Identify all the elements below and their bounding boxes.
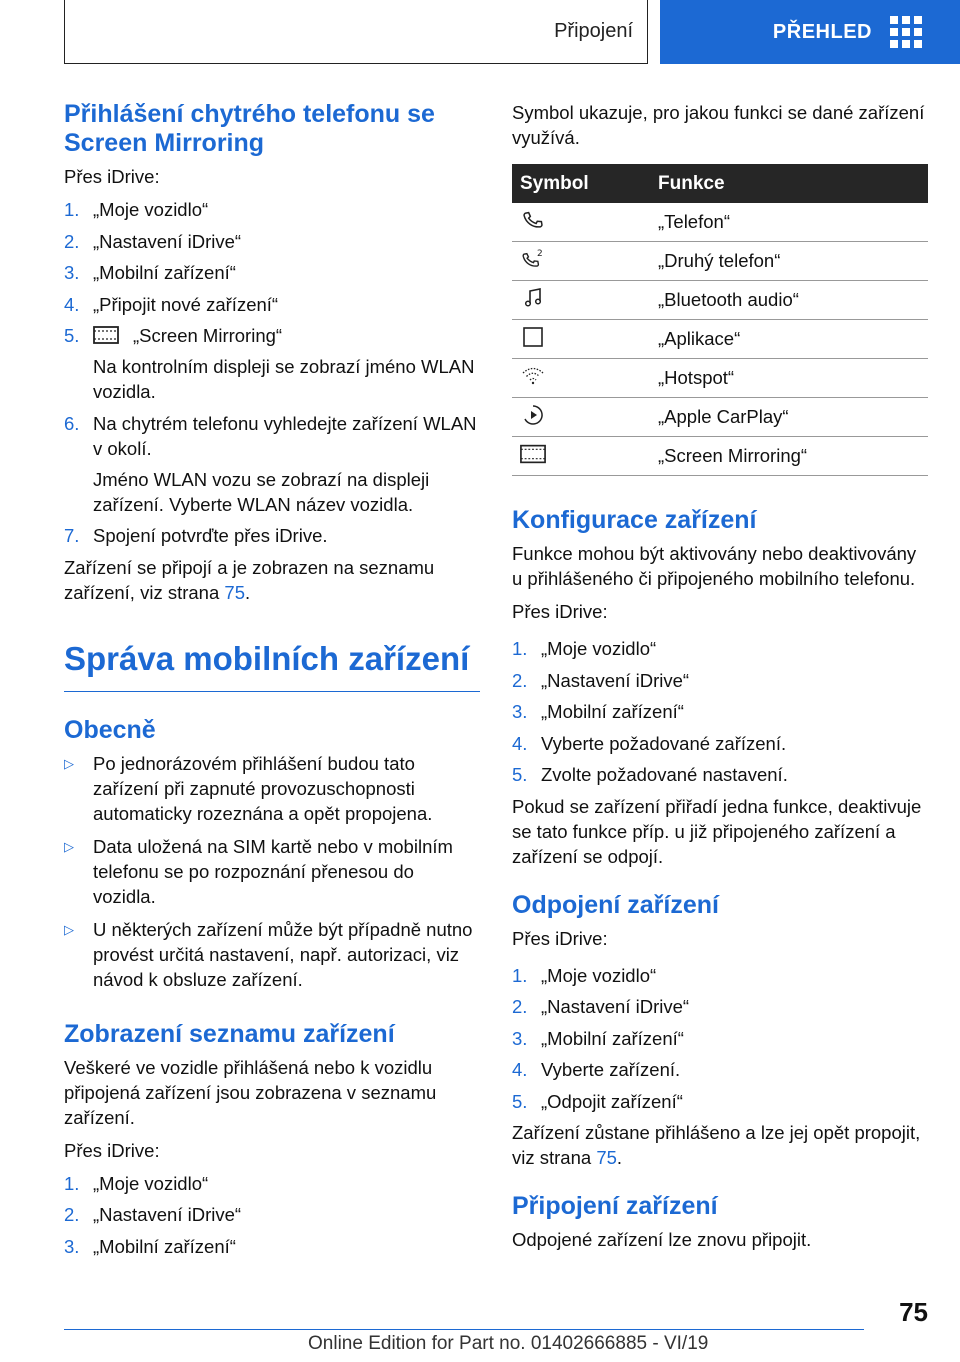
phone-icon — [520, 209, 546, 231]
list-item: 3. „Mobilní zařízení“ — [512, 701, 684, 722]
general-bullets — [64, 751, 480, 992]
symbol-table — [512, 164, 928, 476]
paragraph: Odpojené zařízení lze znovu připojit. — [512, 1229, 812, 1250]
triangle-icon: ▷ — [64, 921, 74, 937]
paragraph: Zařízení zůstane přihlášeno a lze jej opět propojit, viz strana 75. — [512, 1122, 921, 1168]
list-item: 1. „Moje vozidlo“ — [512, 638, 657, 659]
page-link[interactable]: 75 — [596, 1147, 617, 1168]
triangle-icon: ▷ — [64, 755, 74, 771]
list-item: 2. „Nastavení iDrive“ — [512, 669, 690, 691]
section-title-configuration: Konfigurace zařízení — [512, 506, 757, 534]
table-row: „Hotspot“ — [512, 359, 928, 398]
list-item: 5. Zvolte požadované nastavení. — [512, 764, 788, 785]
left-column — [64, 100, 480, 1265]
list-item: 2. „Nastavení iDrive“ — [512, 996, 690, 1017]
idrive-lead: Přes iDrive: — [512, 601, 608, 622]
list-item: 1. „Moje vozidlo“ — [64, 199, 209, 220]
list-item: 5. „Screen Mirroring“ Na kontrolním displeji se zobrazí jméno WLAN vozidla. — [64, 325, 475, 402]
apps-square-icon — [520, 326, 546, 348]
list-item: 1. „Moje vozidlo“ — [64, 1172, 209, 1194]
carplay-play-icon — [520, 404, 546, 426]
page-link[interactable]: 75 — [224, 581, 245, 603]
music-note-icon — [520, 287, 546, 309]
disconnect-steps — [512, 963, 928, 1114]
idrive-lead: Přes iDrive: — [512, 927, 608, 949]
screen-mirroring-icon — [520, 443, 546, 465]
section-title-device-list: Zobrazení seznamu zařízení — [64, 1019, 395, 1048]
list-item: 7. Spojení potvrďte přes iDrive. — [64, 525, 328, 546]
overview-label: PŘEHLED — [772, 20, 872, 43]
list-item: 3. „Mobilní zařízení“ — [64, 1235, 236, 1257]
table-row: „Bluetooth audio“ — [512, 281, 928, 320]
section-title-screen-mirroring: Přihlášení chytrého telefonu se Screen Mirroring — [64, 100, 435, 157]
idrive-lead: Přes iDrive: — [64, 1139, 160, 1161]
grid-icon — [890, 16, 922, 48]
paragraph: Symbol ukazuje, pro jakou funkci se dané zařízení využívá. — [512, 102, 925, 148]
footer-divider — [64, 1329, 864, 1330]
chapter-label: Připojení — [554, 20, 633, 42]
table-row: „Screen Mirroring“ — [512, 437, 928, 476]
chapter-tab[interactable] — [64, 0, 648, 64]
list-item: 2. „Nastavení iDrive“ — [64, 230, 242, 252]
configuration-steps — [512, 636, 928, 787]
paragraph: Zařízení se připojí a je zobrazen na seznamu zařízení, viz strana 75. — [64, 556, 435, 603]
section-title-general: Obecně — [64, 715, 156, 744]
idrive-lead: Přes iDrive: — [64, 166, 160, 187]
page-number: 75 — [899, 1297, 928, 1327]
screen-mirroring-steps — [64, 197, 480, 548]
section-title-connect: Připojení zařízení — [512, 1192, 718, 1220]
svg-text:2: 2 — [537, 248, 543, 259]
paragraph: Pokud se zařízení přiřadí jedna funkce, deaktivuje se tato funkce příp. u již připojeného zařízení a zařízení se odpojí. — [512, 795, 922, 867]
second-phone-icon — [520, 248, 546, 270]
paragraph: Veškeré ve vozidle přihlášená nebo k vozidlu připojená zařízení jsou zobrazena v seznamu zařízení. — [64, 1056, 437, 1128]
chapter-title: Správa mobilních zařízení — [64, 639, 480, 692]
list-item: ▷ Data uložená na SIM kartě nebo v mobilním telefonu se po rozpoznání přenesou do vozidla. — [64, 835, 453, 907]
table-row: „Aplikace“ — [512, 320, 928, 359]
list-item: ▷ U některých zařízení může být případně nutno provést určitá nastavení, např. autorizaci, viz návod k obsluze zařízení. — [64, 918, 473, 990]
edition-footer: Online Edition for Part no. 01402666885 - VI/19 — [308, 1333, 709, 1354]
paragraph: Funkce mohou být aktivovány nebo deaktivovány u přihlášeného či připojeného mobilního telefonu. — [512, 543, 917, 589]
right-column — [512, 100, 928, 1252]
triangle-icon: ▷ — [64, 838, 74, 854]
list-item: 3. „Mobilní zařízení“ — [64, 262, 236, 283]
list-item: 6. Na chytrém telefonu vyhledejte zařízení WLAN v okolí. Jméno WLAN vozu se zobrazí na displeji zařízení. Vyberte WLAN název vozidla. — [64, 412, 477, 515]
list-item: 1. „Moje vozidlo“ — [512, 964, 657, 986]
device-list-steps — [64, 1171, 480, 1259]
section-title-disconnect: Odpojení zařízení — [512, 890, 719, 919]
list-item: 4. „Připojit nové zařízení“ — [64, 293, 279, 315]
list-item: 3. „Mobilní zařízení“ — [512, 1027, 684, 1049]
list-item: 4. Vyberte požadované zařízení. — [512, 732, 787, 754]
list-item: 5. „Odpojit zařízení“ — [512, 1090, 683, 1112]
list-item: 2. „Nastavení iDrive“ — [64, 1204, 242, 1225]
table-row: 2 „Druhý telefon“ — [512, 242, 928, 281]
list-item: ▷ Po jednorázovém přihlášení budou tato zařízení při zapnuté provozuschopnosti automaticky rozeznána a opět propojena. — [64, 752, 433, 824]
list-item: 4. Vyberte zařízení. — [512, 1059, 681, 1080]
table-row: „Telefon“ — [512, 203, 928, 242]
table-header-symbol: Symbol — [512, 164, 650, 203]
wifi-icon — [520, 365, 546, 387]
table-header-function: Funkce — [650, 164, 928, 203]
overview-button[interactable] — [660, 0, 960, 64]
table-row: „Apple CarPlay“ — [512, 398, 928, 437]
screen-mirroring-icon — [93, 324, 119, 346]
